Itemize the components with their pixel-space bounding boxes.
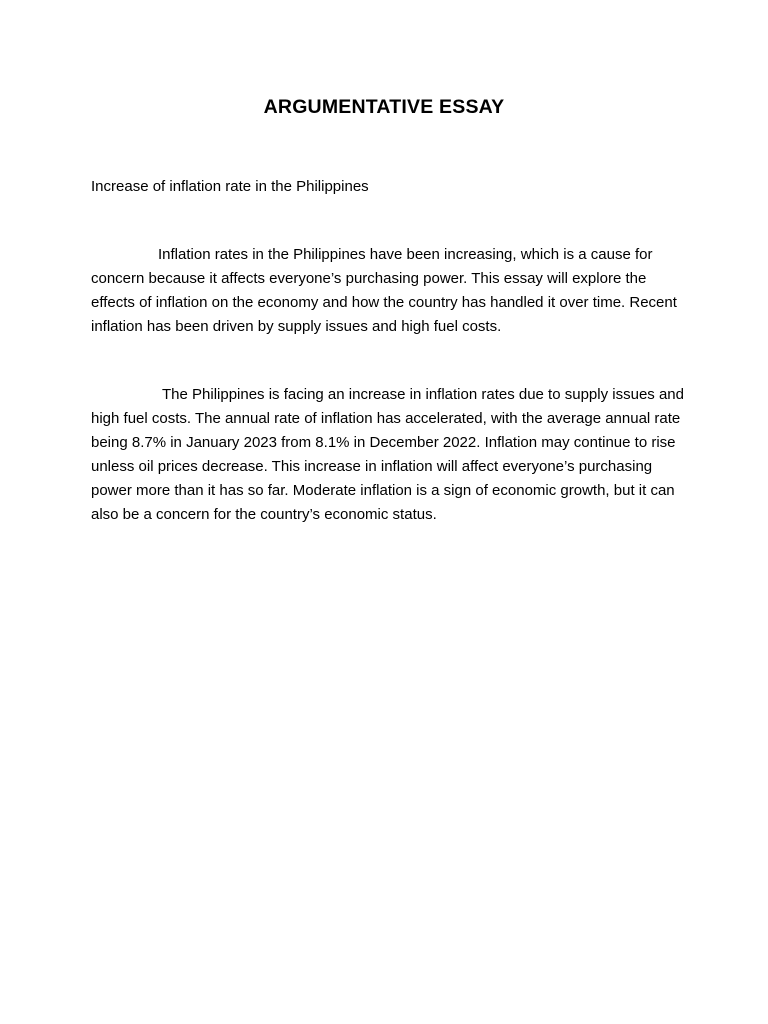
document-subtitle: Increase of inflation rate in the Philippines [91,178,369,195]
paragraph-intro: Inflation rates in the Philippines have been increasing, which is a cause for concern because it affects everyone’s purchasing power. This essay will explore the effects of inflation on the economy and how the country has handled it over time. Recent inflation has been driven by supply issues and high fuel costs. [91,246,677,335]
paragraph-body: The Philippines is facing an increase in inflation rates due to supply issues and high fuel costs. The annual rate of inflation has accelerated, with the average annual rate being 8.7% in January 2023 from 8.1% in December 2022. Inflation may continue to rise unless oil prices decrease. This increase in inflation will affect everyone’s purchasing power more than it has so far. Moderate inflation is a sign of economic growth, but it can also be a concern for the country’s economic status. [91,386,684,523]
document-title: ARGUMENTATIVE ESSAY [263,96,505,118]
